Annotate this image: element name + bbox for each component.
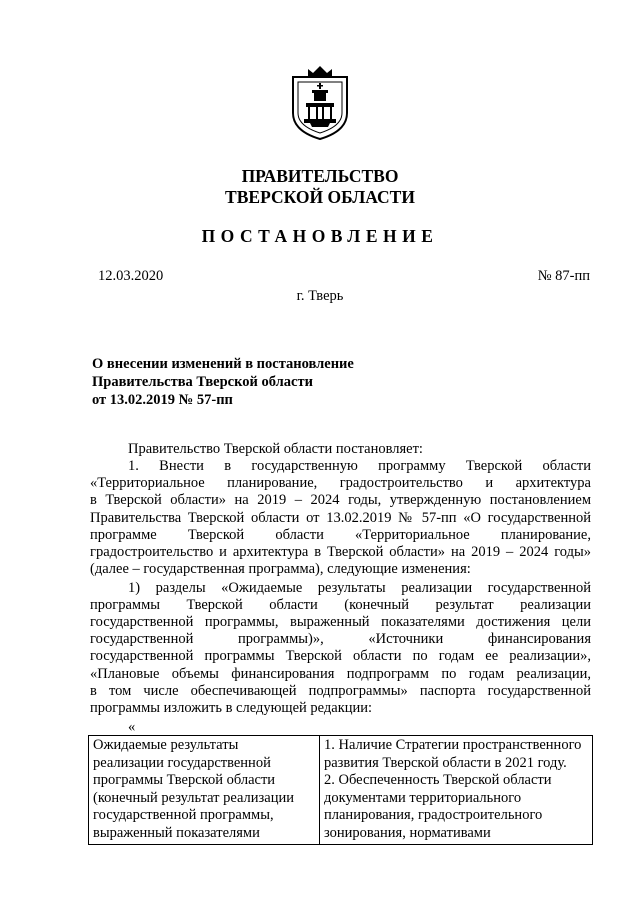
cell-line: планирования, градостроительного (324, 807, 543, 824)
cell-line: выраженный показателями (93, 824, 260, 841)
body-line: в том числе обеспечивающей подпрограммы» паспорта государственной (90, 683, 591, 699)
body-line: градостроительство и архитектура в Тверской области» на 2019 – 2024 годы» (90, 544, 591, 560)
document-number: № 87-пп (537, 268, 590, 284)
opening-quote: « (128, 719, 136, 735)
coat-of-arms-emblem (290, 63, 350, 141)
cell-line: 2. Обеспеченность Тверской области (324, 772, 552, 789)
table-row (89, 736, 593, 845)
body-line: (далее – государственная программа), следующие изменения: (90, 561, 471, 577)
government-title-line2: ТВЕРСКОЙ ОБЛАСТИ (225, 187, 415, 207)
body-line: 1) разделы «Ожидаемые результаты реализации государственной (128, 580, 591, 596)
body-line: «Территориальное планирование, градостроительство и архитектура (90, 475, 591, 491)
cell-line: программы Тверской области (93, 772, 276, 789)
cell-line: 1. Наличие Стратегии пространственного (324, 737, 582, 753)
table-cell-label (89, 736, 320, 845)
body-line: «Плановые объемы финансирования подпрограмм по годам реализации, (90, 666, 591, 682)
document-date: 12.03.2020 (98, 268, 164, 284)
body-line: государственной программы)», «Источники финансирования (90, 631, 591, 647)
passport-table (88, 735, 593, 845)
cell-line: Ожидаемые результаты (93, 737, 239, 753)
document-city: г. Тверь (296, 288, 344, 304)
body-line: программе Тверской области «Территориальное планирование, (90, 527, 591, 543)
cell-line: (конечный результат реализации (93, 789, 294, 806)
document-type: ПОСТАНОВЛЕНИЕ (201, 226, 439, 246)
cell-line: документами территориального (324, 789, 522, 806)
cell-line: реализации государственной (93, 754, 271, 771)
body-line: 1. Внести в государственную программу Тверской области (128, 458, 591, 474)
body-line: программы изложить в следующей редакции: (90, 700, 373, 716)
body-line: государственной программы, выраженный показателями достижения цели (90, 614, 591, 630)
subject-line: О внесении изменений в постановление (92, 356, 354, 372)
government-title-line1: ПРАВИТЕЛЬСТВО (241, 166, 399, 186)
table-cell-value (320, 736, 593, 845)
body-line: Правительство Тверской области постановляет: (128, 441, 423, 457)
cell-line: зонирования, нормативами (324, 824, 491, 841)
subject-line: Правительства Тверской области (92, 374, 313, 390)
body-line: программы Тверской области (конечный результат реализации (90, 597, 591, 613)
cell-line: государственной программы, (93, 807, 274, 824)
body-line: в Тверской области» на 2019 – 2024 годы, утвержденную постановлением (90, 492, 591, 508)
cell-line: развития Тверской области в 2021 году. (324, 754, 567, 771)
body-line: государственной программы Тверской области по годам ее реализации», (90, 648, 591, 664)
subject-line: от 13.02.2019 № 57-пп (92, 392, 233, 408)
body-line: Правительства Тверской области от 13.02.2019 № 57-пп «О государственной (90, 510, 591, 526)
